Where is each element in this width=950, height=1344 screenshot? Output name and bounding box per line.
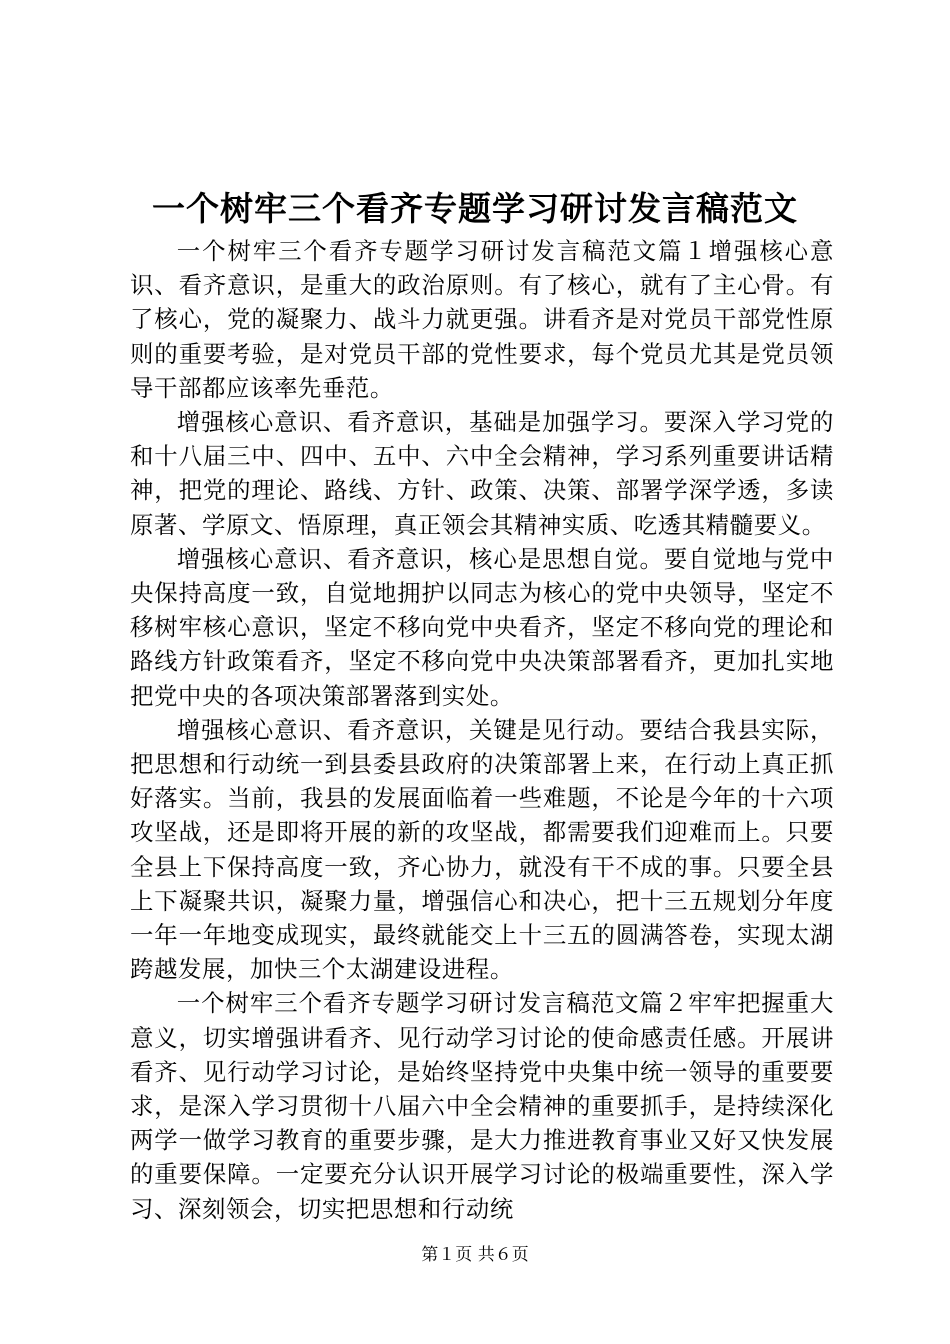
- document-body: [130, 234, 834, 1226]
- page-title: 一个树牢三个看齐专题学习研讨发言稿范文: [152, 189, 798, 228]
- paragraph-5: 一个树牢三个看齐专题学习研讨发言稿范文篇２牢牢把握重大意义，切实增强讲看齐、见行动学习讨论的使命感责任感。开展讲看齐、见行动学习讨论，是始终坚持党中央集中统一领导的重要要求，是深入学习贯彻十八届六中全会精神的重要抓手，是持续深化两学一做学习教育的重要步骤，是大力推进教育事业又好又快发展的重要保障。一定要充分认识开展学习讨论的极端重要性，深入学习、深刻领会，切实把思想和行动统: [130, 989, 834, 1223]
- paragraph-2: 增强核心意识、看齐意识，基础是加强学习。要深入学习党的和十八届三中、四中、五中、六中全会精神，学习系列重要讲话精神，把党的理论、路线、方针、政策、决策、部署学深学透，多读原著、学原文、悟原理，真正领会其精神实质、吃透其精髓要义。: [130, 408, 834, 539]
- paragraph-3: 增强核心意识、看齐意识，核心是思想自觉。要自觉地与党中央保持高度一致，自觉地拥护以同志为核心的党中央领导，坚定不移树牢核心意识，坚定不移向党中央看齐，坚定不移向党的理论和路线方针政策看齐，坚定不移向党中央决策部署看齐，更加扎实地把党中央的各项决策部署落到实处。: [130, 544, 834, 710]
- page-number-footer: 第１页 共６页: [421, 1245, 529, 1265]
- paragraph-1: 一个树牢三个看齐专题学习研讨发言稿范文篇１增强核心意识、看齐意识，是重大的政治原则。有了核心，就有了主心骨。有了核心，党的凝聚力、战斗力就更强。讲看齐是对党员干部党性原则的重要考验，是对党员干部的党性要求，每个党员尤其是党员领导干部都应该率先垂范。: [130, 237, 834, 402]
- paragraph-4: 增强核心意识、看齐意识，关键是见行动。要结合我县实际，把思想和行动统一到县委县政府的决策部署上来，在行动上真正抓好落实。当前，我县的发展面临着一些难题，不论是今年的十六项攻坚战，还是即将开展的新的攻坚战，都需要我们迎难而上。只要全县上下保持高度一致，齐心协力，就没有干不成的事。只要全县上下凝聚共识，凝聚力量，增强信心和决心，把十三五规划分年度一年一年地变成现实，最终就能交上十三五的圆满答卷，实现太湖跨越发展，加快三个太湖建设进程。: [130, 715, 834, 984]
